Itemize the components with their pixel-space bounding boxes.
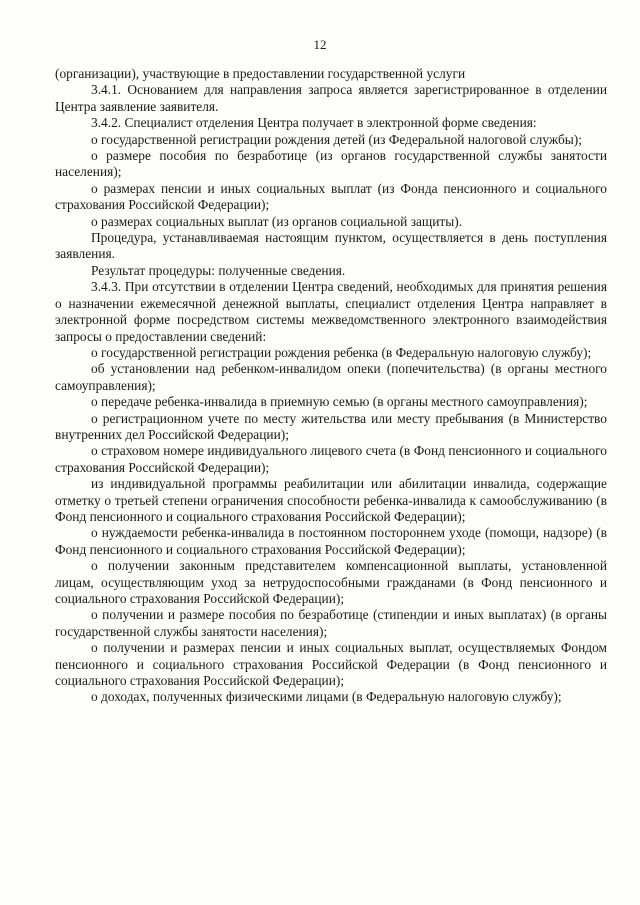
document-body	[55, 66, 607, 706]
paragraph: о размерах социальных выплат (из органов социальной защиты).	[91, 213, 463, 229]
paragraph: 3.4.3. При отсутствии в отделении Центра сведений, необходимых для принятия решения о назначении ежемесячной денежной выплаты, специалист отделения Центра направляет в электронной форме посредством системы межведомственного электронного взаимодействия запросы о предоставлении сведений:	[55, 279, 607, 344]
paragraph: из индивидуальной программы реабилитации или абилитации инвалида, содержащие отметку о третьей степени ограничения способности ребенка-инвалида к самообслуживанию (в Фонд пенсионного и социального страхования Российской Федерации);	[55, 476, 607, 524]
paragraph: о государственной регистрации рождения детей (из Федеральной налоговой службы);	[91, 131, 582, 147]
paragraph: о размере пособия по безработице (из органов государственной службы занятости населения);	[55, 148, 607, 180]
paragraph: (организации), участвующие в предоставлении государственной услуги	[55, 66, 466, 81]
paragraph: Процедура, устанавливаемая настоящим пунктом, осуществляется в день поступления заявления.	[55, 230, 607, 262]
paragraph: о страховом номере индивидуального лицевого счета (в Фонд пенсионного и социального страхования Российской Федерации);	[55, 443, 607, 475]
paragraph: об установлении над ребенком-инвалидом опеки (попечительства) (в органы местного самоуправления);	[55, 361, 607, 393]
paragraph: о нуждаемости ребенка-инвалида в постоянном постороннем уходе (помощи, надзоре) (в Фонд пенсионного и социального страхования Российской Федерации);	[55, 525, 607, 557]
paragraph: о получении и размерах пенсии и иных социальных выплат, осуществляемых Фондом пенсионного и социального страхования Российской Федерации (в Фонд пенсионного и социального страхования Российской Федерации);	[55, 640, 607, 689]
paragraph: о передаче ребенка-инвалида в приемную семью (в органы местного самоуправления);	[91, 394, 588, 410]
paragraph: 3.4.1. Основанием для направления запроса является зарегистрированное в отделении Центра заявление заявителя.	[55, 82, 607, 114]
paragraph: о получении законным представителем компенсационной выплаты, установленной лицам, осуществляющим уход за нетрудоспособными гражданами (в Фонд пенсионного и социального страхования Российской Федерации);	[55, 558, 607, 606]
paragraph: о доходах, полученных физическими лицами (в Федеральную налоговую службу);	[91, 689, 562, 705]
paragraph: о регистрационном учете по месту жительства или месту пребывания (в Министерство внутренних дел Российской Федерации);	[55, 410, 607, 442]
paragraph: о получении и размере пособия по безработице (стипендии и иных выплатах) (в органы государственной службы занятости населения);	[55, 607, 607, 639]
paragraph: о государственной регистрации рождения ребенка (в Федеральную налоговую службу);	[91, 344, 592, 360]
paragraph: Результат процедуры: полученные сведения.	[91, 262, 346, 278]
page-number: 12	[313, 37, 327, 52]
paragraph: о размерах пенсии и иных социальных выплат (из Фонда пенсионного и социального страхования Российской Федерации);	[55, 180, 607, 213]
paragraph: 3.4.2. Специалист отделения Центра получает в электронной форме сведения:	[91, 115, 537, 131]
